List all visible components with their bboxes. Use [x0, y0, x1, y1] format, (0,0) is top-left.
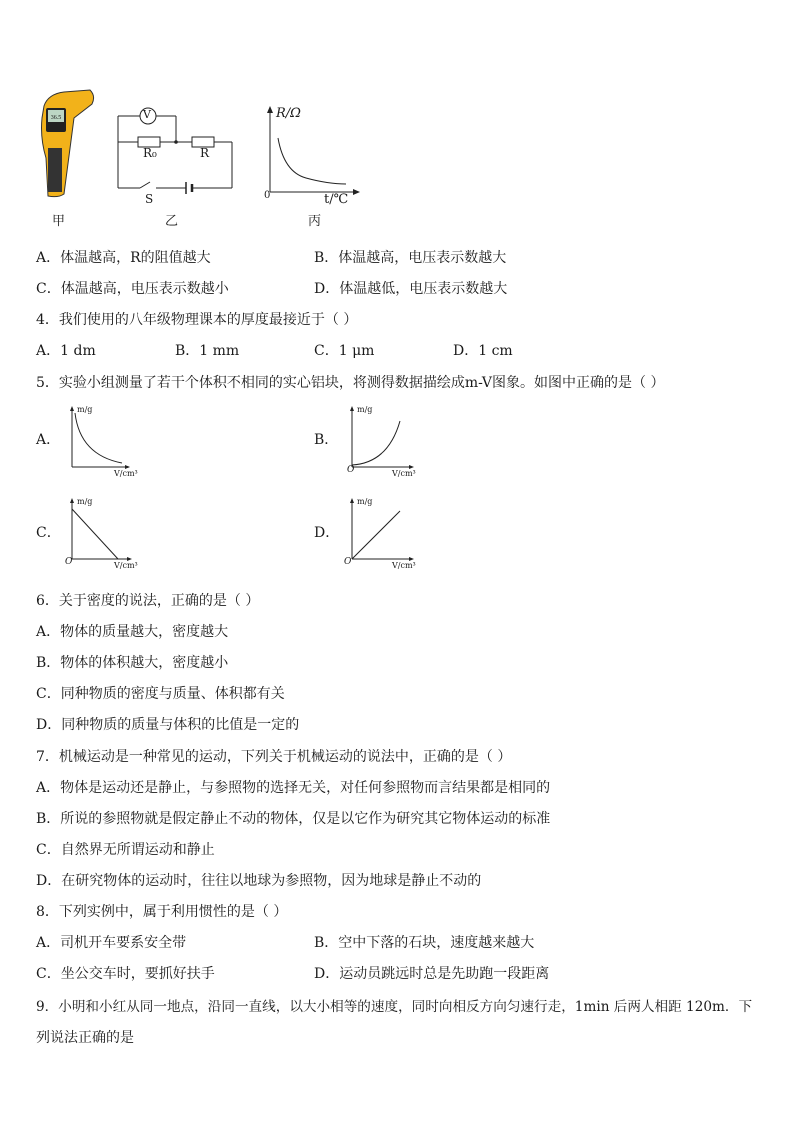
q9-stem-line1: 9．小明和小红从同一地点，沿同一直线，以大小相等的速度，同时向相反方向匀速行走，1min 后两人相距 120m．下	[36, 999, 753, 1015]
caption-bing: 丙	[308, 214, 322, 229]
origin-label: 0	[264, 190, 271, 201]
q5-graph-b[interactable]: m/g O V/cm³	[347, 405, 416, 478]
thermometer-figure	[34, 88, 96, 200]
screen-reading: 36.5	[50, 115, 62, 121]
q4-option-b[interactable]: B．1 mm	[175, 343, 240, 359]
q4-option-a[interactable]: A．1 dm	[36, 343, 96, 359]
switch-lever	[140, 182, 150, 188]
q3-option-c[interactable]: C．体温越高，电压表示数越小	[36, 281, 229, 297]
voltmeter-label: V	[143, 108, 151, 121]
q9-stem-line2: 列说法正确的是	[36, 1030, 134, 1046]
q6-option-c[interactable]: C．同种物质的密度与质量、体积都有关	[36, 686, 285, 702]
q5-graph-c[interactable]: m/g O V/cm³	[65, 497, 138, 570]
q8-option-a[interactable]: A．司机开车要系安全带	[36, 935, 187, 951]
q8-option-d[interactable]: D．运动员跳远时总是先助跑一段距离	[314, 966, 550, 982]
q5-option-a-label[interactable]: A．	[36, 432, 61, 448]
q7-option-d[interactable]: D．在研究物体的运动时，往往以地球为参照物，因为地球是静止不动的	[36, 873, 482, 889]
q4-option-d[interactable]: D．1 cm	[453, 343, 513, 359]
q3-option-b[interactable]: B．体温越高，电压表示数越大	[314, 250, 507, 266]
q6-option-b[interactable]: B．物体的体积越大，密度越小	[36, 655, 229, 671]
r0-label: R₀	[143, 146, 157, 160]
q5-graph-d[interactable]: m/g O V/cm³	[344, 497, 416, 570]
q8-stem: 8．下列实例中，属于利用惯性的是（ ）	[36, 904, 288, 920]
q7-option-c[interactable]: C．自然界无所谓运动和静止	[36, 842, 215, 858]
graph-d-line	[352, 511, 400, 559]
q3-option-a[interactable]: A．体温越高，R的阻值越大	[36, 250, 211, 266]
graph-c-line	[72, 509, 118, 559]
infrared-thermometer-icon	[34, 88, 96, 200]
q5-stem: 5．实验小组测量了若干个体积不相同的实心铝块，将测得数据描绘成m-V图象。如图中正确的是（ ）	[36, 375, 665, 391]
r-label: R	[200, 146, 210, 160]
q8-option-b[interactable]: B．空中下落的石块，速度越来越大	[314, 935, 535, 951]
caption-jia: 甲	[52, 214, 66, 229]
q7-option-b[interactable]: B．所说的参照物就是假定静止不动的物体，仅是以它作为研究其它物体运动的标准	[36, 811, 551, 827]
q3-option-d[interactable]: D．体温越低，电压表示数越大	[314, 281, 508, 297]
q6-stem: 6．关于密度的说法，正确的是（ ）	[36, 593, 260, 609]
q7-option-a[interactable]: A．物体是运动还是静止，与参照物的选择无关，对任何参照物而言结果都是相同的	[36, 780, 551, 796]
graph-a-curve	[75, 413, 122, 463]
q4-stem: 4．我们使用的八年级物理课本的厚度最接近于（ ）	[36, 312, 358, 328]
q8-option-c[interactable]: C．坐公交车时，要抓好扶手	[36, 966, 215, 982]
q5-option-c-label[interactable]: C．	[36, 525, 61, 541]
r-t-curve	[278, 138, 346, 184]
q6-option-a[interactable]: A．物体的质量越大，密度越大	[36, 624, 229, 640]
r-t-graph	[256, 102, 366, 210]
caption-yi: 乙	[165, 214, 179, 229]
q5-graph-a[interactable]: m/g V/cm³	[62, 405, 144, 483]
q7-stem: 7．机械运动是一种常见的运动，下列关于机械运动的说法中，正确的是（ ）	[36, 749, 512, 765]
q5-option-b-label[interactable]: B．	[314, 432, 339, 448]
q5-option-d-label[interactable]: D．	[314, 525, 340, 541]
circuit-diagram	[110, 100, 240, 210]
r-axis-label: R/Ω	[276, 106, 301, 121]
switch-label: S	[145, 192, 154, 206]
q4-option-c[interactable]: C．1 μm	[314, 343, 375, 359]
q6-option-d[interactable]: D．同种物质的质量与体积的比值是一定的	[36, 717, 300, 733]
t-axis-label: t/℃	[324, 192, 349, 207]
graph-b-curve	[352, 421, 400, 465]
